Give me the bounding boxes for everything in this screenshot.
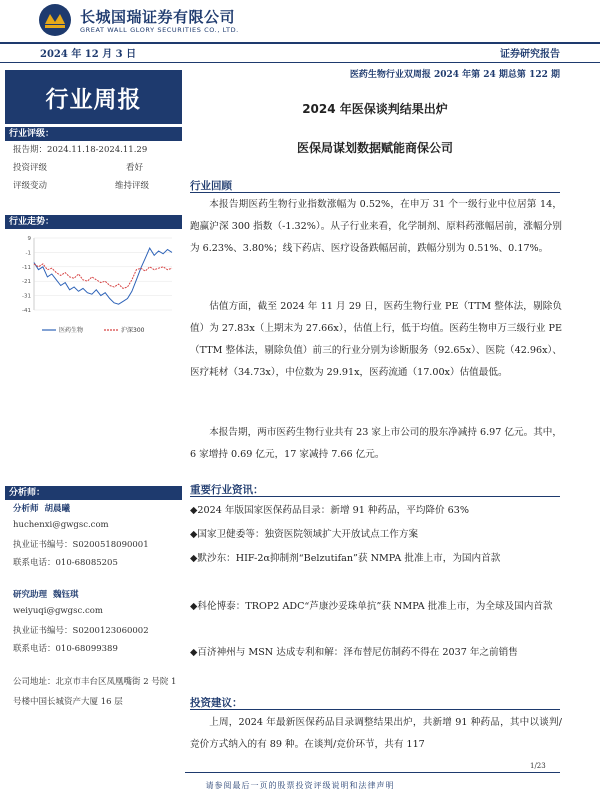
- industry-review-title: 行业回顾: [190, 180, 232, 192]
- analyst2-cert: 执业证书编号：S0200123060002: [13, 626, 149, 636]
- report-series-info: 医药生物行业双周报 2024 年第 24 期总第 122 期: [349, 70, 560, 80]
- investment-rating-value: 看好: [126, 163, 144, 173]
- advice-paragraph-1: 上周，2024 年最新医保药品目录调整结果出炉，共新增 91 种药品，其中以谈判/竞价方式纳入的有 89 种。在谈判/竞价环节，共有 117: [190, 717, 562, 750]
- report-date: 2024 年 12 月 3 日: [40, 49, 137, 60]
- analyst2-role: 研究助理: [13, 590, 48, 600]
- company-address: 公司地址：北京市丰台区凤凰嘴街 2 号院 1 号楼中国长城资产大厦 16 层: [13, 677, 177, 707]
- rating-section-title: 行业评级：: [5, 127, 182, 141]
- series-line-2: [34, 264, 172, 289]
- industry-review-divider: [190, 192, 560, 193]
- analyst2-name: 魏钰琪: [52, 590, 79, 600]
- y-tick-label: -11: [22, 264, 31, 271]
- analyst1-header: [13, 502, 70, 514]
- news-item-5: ◆百济神州与 MSN 达成专利和解：泽布替尼仿制药不得在 2037 年之前销售: [190, 647, 518, 658]
- y-tick-label: 9: [27, 236, 31, 242]
- header-divider: [0, 42, 600, 44]
- y-tick-label: -1: [25, 250, 31, 257]
- footer-disclaimer: 请参阅最后一页的股票投资评级说明和法律声明: [205, 781, 395, 790]
- news-item-2: ◆国家卫健委等：独资医院领域扩大开放试点工作方案: [190, 529, 419, 540]
- y-tick-label: -31: [22, 293, 31, 300]
- review-paragraph-3: 本报告期，两市医药生物行业共有 23 家上市公司的股东净减持 6.97 亿元。其中，6 家增持 0.69 亿元，17 家减持 7.66 亿元。: [190, 427, 562, 460]
- company-name-en: GREAT WALL GLORY SECURITIES CO., LTD.: [80, 26, 239, 34]
- trend-section-title: 行业走势：: [5, 215, 182, 229]
- legend-label: 沪深300: [121, 327, 145, 334]
- news-item-3: ◆默沙东：HIF-2α抑制剂“Belzutifan”获 NMPA 批准上市，为国内首款: [190, 553, 501, 564]
- industry-trend-chart: [12, 230, 180, 342]
- analyst-section-title: 分析师：: [5, 486, 182, 500]
- company-logo-icon: [38, 3, 72, 37]
- y-tick-label: -21: [22, 279, 31, 286]
- page-number: 1/23: [530, 762, 546, 770]
- rating-change-label: 评级变动: [13, 181, 48, 191]
- news-item-1: ◆2024 年版国家医保药品目录：新增 91 种药品，平均降价 63%: [190, 505, 469, 516]
- analyst1-name: 胡晨曦: [44, 504, 70, 514]
- footer-divider: [185, 772, 560, 773]
- analyst1-role: 分析师: [13, 504, 39, 514]
- news-item-4: ◆科伦博泰：TROP2 ADC“芦康沙妥珠单抗”获 NMPA 批准上市，为全球及国内首款: [190, 601, 553, 612]
- report-period-label: 报告期：: [13, 145, 48, 155]
- investment-advice-divider: [190, 709, 560, 710]
- analyst1-cert: 执业证书编号：S0200518090001: [13, 540, 149, 550]
- investment-advice-title: 投资建议：: [190, 697, 243, 709]
- analyst1-phone: 联系电话：010-68085205: [13, 558, 118, 568]
- report-period-value: 2024.11.18-2024.11.29: [47, 145, 148, 155]
- review-paragraph-2: 估值方面，截至 2024 年 11 月 29 日，医药生物行业 PE（TTM 整体法，剔除负值）为 27.83x（上期末为 27.66x），估值上行，低于均值。医药生物申万三级行业 PE（TTM 整体法，剔除负值）前三的行业分别为诊断服务（92.65x）、医院（42.96x）、医疗耗材（34.73x），中位数为 29.91x，医药流通（17.00x）估值最低。: [190, 301, 562, 378]
- legend-label: 医药生物: [59, 327, 84, 334]
- report-headline: 2024 年医保谈判结果出炉: [302, 102, 448, 116]
- weekly-report-badge: 行业周报: [5, 70, 182, 124]
- company-name-cn: 长城国瑞证券有限公司: [80, 8, 236, 26]
- analyst1-email[interactable]: huchenxi@gwgsc.com: [13, 520, 109, 530]
- investment-rating-label: 投资评级: [13, 163, 48, 173]
- industry-news-divider: [190, 496, 560, 497]
- chart-legend: [42, 326, 145, 334]
- analyst2-email[interactable]: weiyuqi@gwgsc.com: [13, 606, 103, 616]
- rating-change-value: 维持评级: [115, 181, 150, 191]
- report-period: [13, 143, 147, 155]
- review-paragraph-1: 本报告期医药生物行业指数涨幅为 0.52%，在申万 31 个一级行业中位居第 14，跑赢沪深 300 指数（-1.32%）。从子行业来看，化学制剂、原料药涨幅居前，涨幅分别为 6.23%、3.80%；线下药店、医疗设备跌幅居前，跌幅分别为 0.51%、0.17%。: [190, 199, 562, 254]
- analyst2-phone: 联系电话：010-68099389: [13, 644, 118, 654]
- report-subheadline: 医保局谋划数据赋能商保公司: [296, 141, 453, 155]
- industry-news-title: 重要行业资讯：: [190, 484, 264, 496]
- y-tick-label: -41: [22, 308, 31, 314]
- report-type: 证券研究报告: [500, 49, 560, 60]
- header-divider-secondary: [0, 62, 600, 63]
- analyst2-header: [13, 588, 78, 600]
